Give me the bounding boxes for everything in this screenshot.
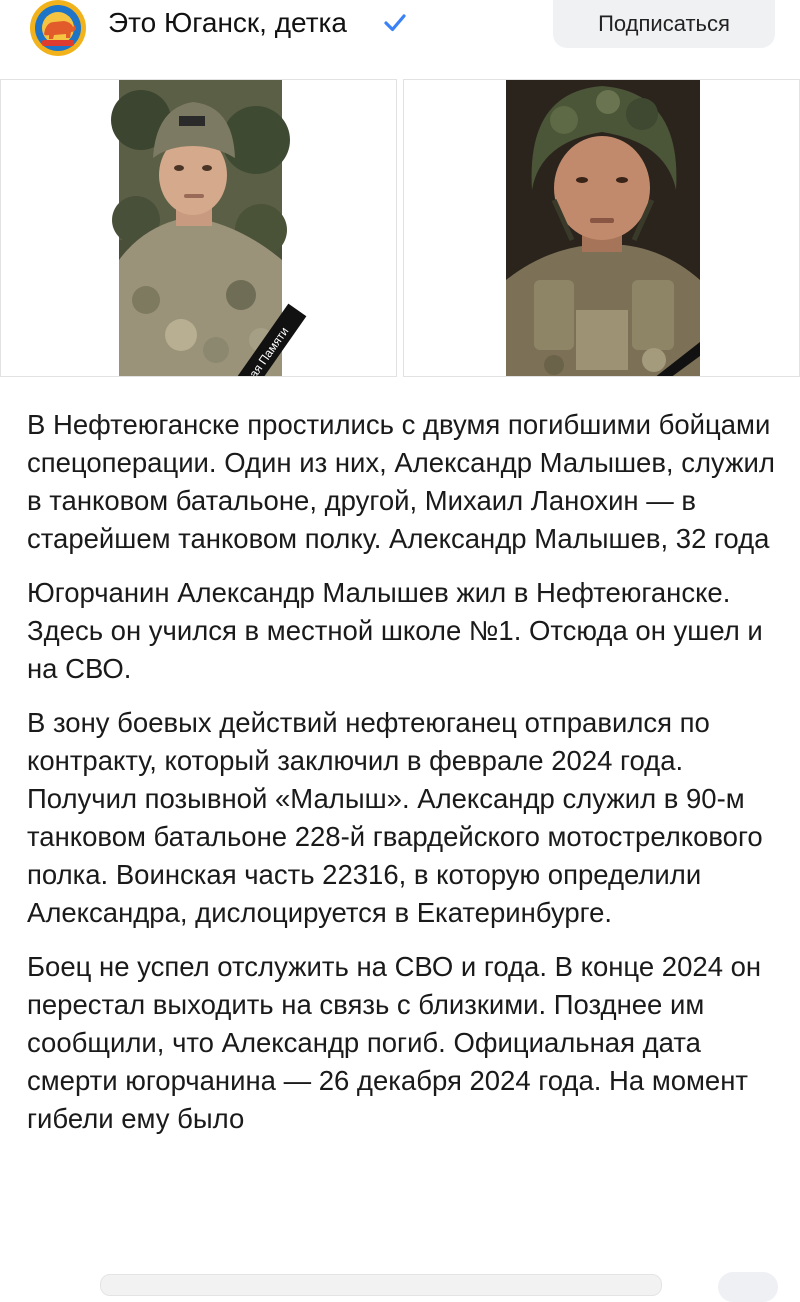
channel-avatar[interactable]	[22, 0, 94, 56]
post-body	[27, 406, 777, 1154]
action-button[interactable]	[718, 1272, 778, 1302]
channel-name[interactable]: Это Юганск, детка	[108, 7, 347, 38]
post-paragraph: Югорчанин Александр Малышев жил в Нефтеюганске. Здесь он учился в местной школе №1. Отсюда он ушел и на СВО.	[27, 577, 763, 684]
channel-header	[0, 0, 800, 62]
post-paragraph: В зону боевых действий нефтеюганец отправился по контракту, который заключил в феврале 2024 года. Получил позывной «Малыш». Александр служил в 90-м танковом батальоне 228-й гвардейского мотострелкового полка. Воинская часть 22316, в которую определили Александра, дислоцируется в Екатеринбурге.	[27, 707, 763, 928]
subscribe-button[interactable]: Подписаться	[553, 0, 775, 48]
post-paragraph: Боец не успел отслужить на СВО и года. В конце 2024 он перестал выходить на связь с близкими. Позднее им сообщили, что Александр погиб. Официальная дата смерти югорчанина — 26 декабря 2024 года. На момент гибели ему было	[27, 951, 762, 1134]
post-paragraph: В Нефтеюганске простились с двумя погибшими бойцами спецоперации. Один из них, Александр Малышев, служил в танковом батальоне, другой, Михаил Ланохин — в старейшем танковом полку. Александр Малышев, 32 года	[27, 409, 775, 554]
photo-soldier-right[interactable]	[403, 79, 800, 377]
photo-soldier-left[interactable]	[0, 79, 397, 377]
photo-gallery	[0, 79, 800, 377]
bear-logo-icon	[22, 0, 94, 56]
comment-input[interactable]	[100, 1274, 662, 1296]
verified-check-icon	[382, 10, 408, 36]
